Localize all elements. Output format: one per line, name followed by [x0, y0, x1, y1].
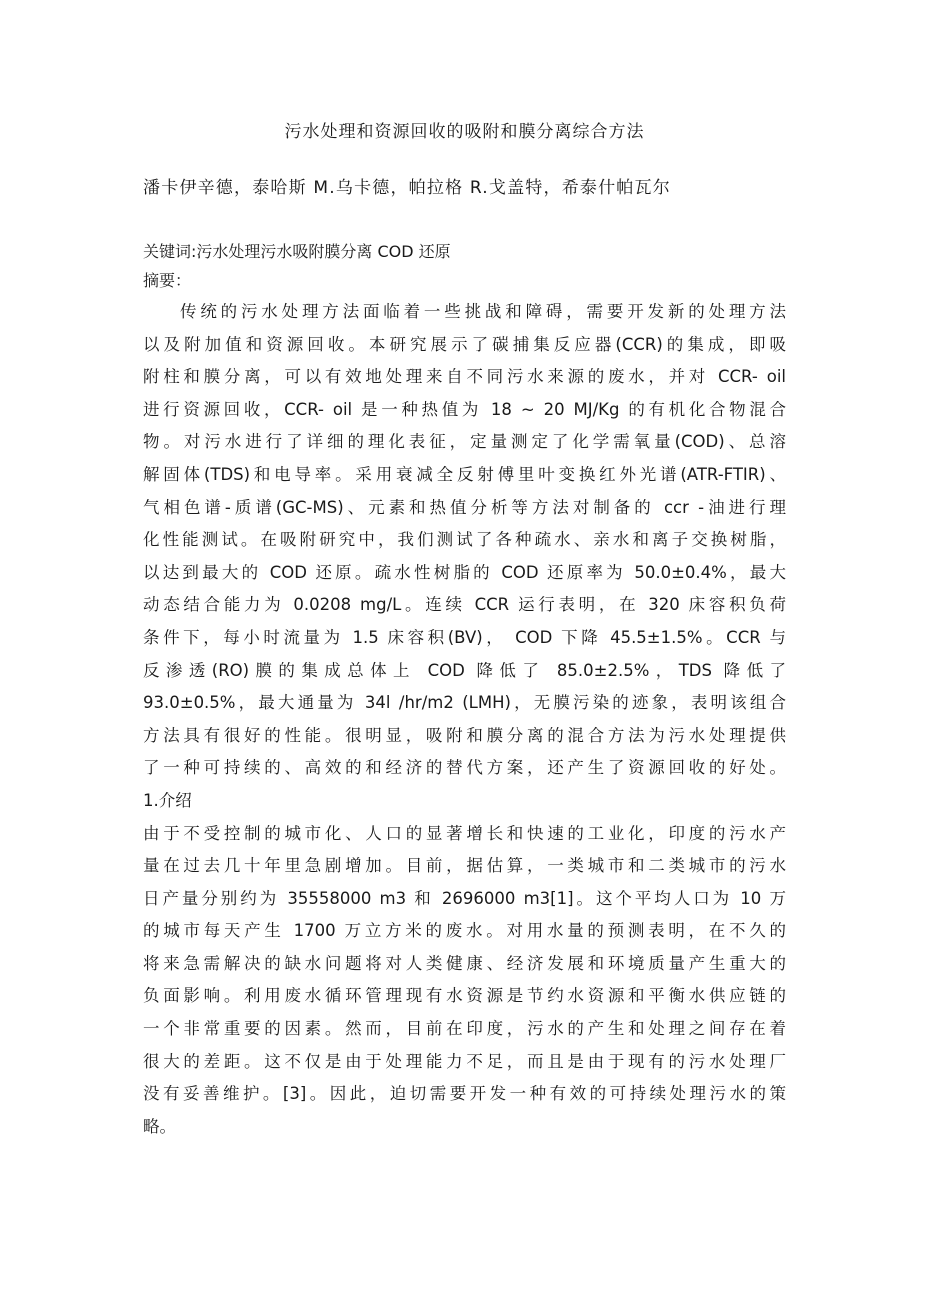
- section-heading-introduction: 1.介绍: [143, 790, 192, 810]
- introduction-paragraph: [143, 818, 786, 1144]
- abstract-label: 摘要：: [143, 271, 192, 290]
- abstract-line: 条件下，每小时流量为 1.5 床容积(BV)， COD 下降 45.5±1.5%。CCR 与: [143, 627, 786, 647]
- document-content: [143, 118, 786, 1143]
- abstract-line: 方法具有很好的性能。很明显，吸附和膜分离的混合方法为污水处理提供: [143, 725, 786, 745]
- introduction-line: 的城市每天产生 1700 万立方米的废水。对用水量的预测表明，在不久的: [143, 921, 786, 941]
- abstract-line: 以达到最大的 COD 还原。疏水性树脂的 COD 还原率为 50.0±0.4%，最大: [143, 562, 786, 582]
- introduction-line: 量在过去几十年里急剧增加。目前，据估算，一类城市和二类城市的污水: [143, 856, 786, 876]
- introduction-line: 负面影响。利用废水循环管理现有水资源是节约水资源和平衡水供应链的: [143, 986, 786, 1006]
- abstract-line: 以及附加值和资源回收。本研究展示了碳捕集反应器(CCR)的集成，即吸: [143, 334, 786, 354]
- author-list: 潘卡伊辛德，泰哈斯 M.乌卡德，帕拉格 R.戈盖特，希泰什帕瓦尔: [143, 178, 671, 198]
- abstract-line: 了一种可持续的、高效的和经济的替代方案，还产生了资源回收的好处。: [143, 758, 786, 778]
- abstract-line: 93.0±0.5%，最大通量为 34l /hr/m2 (LMH)，无膜污染的迹象，表明该组合: [143, 693, 786, 713]
- abstract-line: 动态结合能力为 0.0208 mg/L。连续 CCR 运行表明，在 320 床容积负荷: [143, 595, 786, 615]
- abstract-line: 化性能测试。在吸附研究中，我们测试了各种疏水、亲水和离子交换树脂，: [143, 530, 786, 550]
- abstract-line: 传统的污水处理方法面临着一些挑战和障碍，需要开发新的处理方法: [180, 302, 786, 321]
- introduction-line: 很大的差距。这不仅是由于处理能力不足，而且是由于现有的污水处理厂: [143, 1051, 786, 1071]
- abstract-line: 进行资源回收，CCR- oil 是一种热值为 18 ~ 20 MJ/Kg 的有机化合物混合: [143, 399, 786, 419]
- document-title: 污水处理和资源回收的吸附和膜分离综合方法: [284, 122, 645, 142]
- introduction-line: 由于不受控制的城市化、人口的显著增长和快速的工业化，印度的污水产: [143, 823, 786, 843]
- abstract-line: 气相色谱-质谱(GC-MS)、元素和热值分析等方法对制备的 ccr -油进行理: [143, 497, 786, 517]
- abstract-line: 解固体(TDS)和电导率。采用衰减全反射傅里叶变换红外光谱(ATR-FTIR)、: [143, 464, 786, 484]
- keywords-line: 关键词:污水处理污水吸附膜分离 COD 还原: [143, 242, 451, 261]
- introduction-line: 没有妥善维护。[3]。因此，迫切需要开发一种有效的可持续处理污水的策: [143, 1084, 786, 1104]
- abstract-line: 附柱和膜分离，可以有效地处理来自不同污水来源的废水，并对 CCR- oil: [143, 367, 786, 387]
- introduction-line: 一个非常重要的因素。然而，目前在印度，污水的产生和处理之间存在着: [143, 1019, 786, 1039]
- abstract-paragraph: [143, 296, 786, 785]
- abstract-line: 反渗透(RO)膜的集成总体上 COD 降低了 85.0±2.5%，TDS 降低了: [143, 660, 786, 680]
- abstract-line: 物。对污水进行了详细的理化表征，定量测定了化学需氧量(COD)、总溶: [143, 432, 786, 452]
- introduction-line: 略。: [143, 1116, 176, 1136]
- introduction-line: 将来急需解决的缺水问题将对人类健康、经济发展和环境质量产生重大的: [143, 953, 786, 973]
- introduction-line: 日产量分别约为 35558000 m3 和 2696000 m3[1]。这个平均人口为 10 万: [143, 888, 786, 908]
